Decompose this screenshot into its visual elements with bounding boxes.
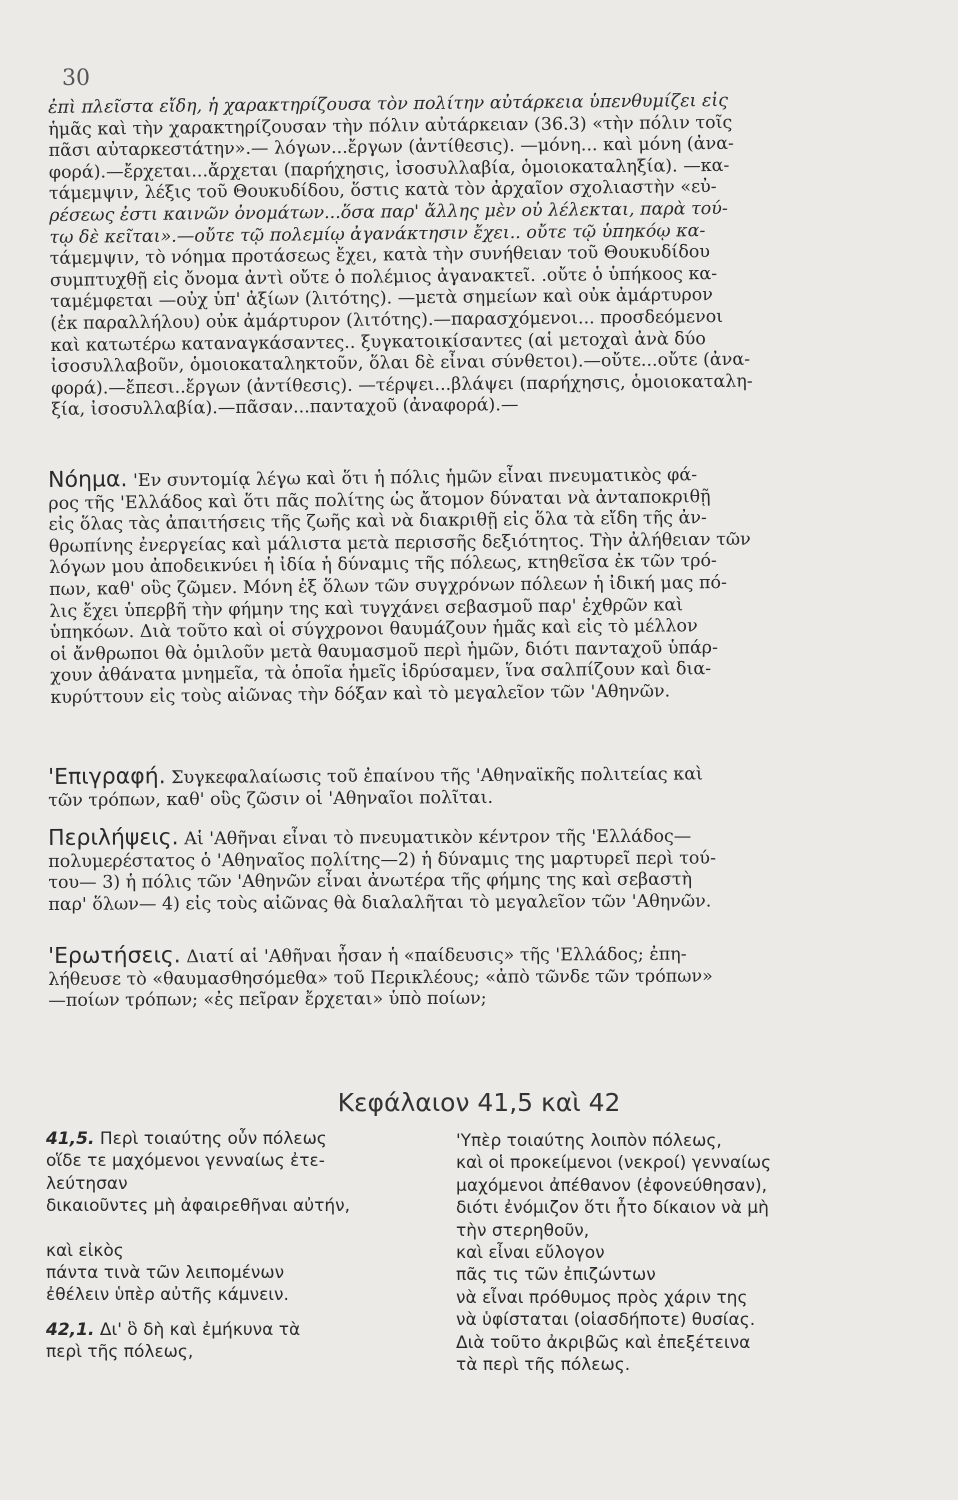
commentary-line: φορά).—ἔρχεται...ἄρχεται (παρήχησις, ἰσοσυλλαβία, ὁμοιοκαταληξία). —κα- (48, 155, 730, 183)
translation-line: τὴν στερηθοῦν, (456, 1220, 590, 1241)
commentary-line: ἰσοσυλλαβοῦν, ὁμοιοκαταληκτοῦν, ὅλαι δὲ εἶναι σύνθετοι).—οὔτε...οὔτε (ἀνα- (50, 349, 751, 378)
erotiseis-heading: 'Ερωτήσεις. (47, 943, 181, 969)
ancient-line: Περὶ τοιαύτης οὖν πόλεως (99, 1129, 327, 1149)
erotiseis-line: λήθευσε τὸ «θαυμασθησόμεθα» τοῦ Περικλέους; «ἀπὸ τῶνδε τῶν τρόπων» (48, 966, 713, 990)
section-number: 41,5. (46, 1129, 95, 1149)
erotiseis-line: —ποίων τρόπων; «ἐς πεῖραν ἔρχεται» ὑπὸ ποίων; (48, 988, 487, 1012)
translation-line: Διὰ τοῦτο ἀκριβῶς καὶ ἐπεξέτεινα (456, 1332, 751, 1353)
epigrafi-line: Συγκεφαλαίωσις τοῦ ἐπαίνου τῆς 'Αθηναϊκῆς πολιτείας καὶ (171, 764, 703, 789)
commentary-block (48, 89, 886, 422)
noima-line: πων, καθ' οὓς ζῶμεν. Μόνη ἐξ ὅλων τῶν συγχρόνων πόλεων ἡ ἰδική μας πό- (49, 572, 728, 600)
translation-line: καὶ οἱ προκείμενοι (νεκροί) γενναίως (456, 1153, 772, 1174)
page-number: 30 (62, 66, 90, 91)
ancient-line: ἐθέλειν ὑπὲρ αὐτῆς κάμνειν. (46, 1285, 289, 1306)
translation-line: πᾶς τις τῶν ἐπιζώντων (456, 1265, 656, 1286)
perilipseis-line: πολυμερέστατος ὁ 'Αθηναῖος πολίτης—2) ἡ δύναμις της μαρτυρεῖ περὶ τού- (48, 848, 717, 872)
epigrafi-section (48, 761, 883, 812)
commentary-line: ξία, ἰσοσυλλαβία).—πᾶσαν...πανταχοῦ (ἀναφορά).— (51, 395, 519, 421)
noima-line: οἱ ἄνθρωποι θὰ ὁμιλοῦν μετὰ θαυμασμοῦ περὶ ἡμῶν, διότι πανταχοῦ ὑπάρ- (49, 637, 719, 665)
chapter-title: Κεφάλαιον 41,5 καὶ 42 (337, 1088, 621, 1117)
commentary-line: καὶ κατωτέρω καταναγκάσαντες.. ξυγκατοικίσαντες (αἱ μετοχαὶ ἀνὰ δύο (50, 328, 706, 356)
ancient-line: οἵδε τε μαχόμενοι γενναίως ἐτε- (46, 1151, 325, 1172)
noima-line: λόγων μου ἀποδεικνύει ἡ ἰδία ἡ δύναμις τῆς πόλεως, κτηθεῖσα ἐκ τῶν τρό- (48, 551, 718, 579)
translation-line: τὰ περὶ τῆς πόλεως. (456, 1355, 631, 1376)
translation-column (456, 1130, 876, 1376)
perilipseis-line: Αἱ 'Αθῆναι εἶναι τὸ πνευματικὸν κέντρον τῆς 'Ελλάδος— (184, 826, 692, 850)
noima-line: εἰς ὅλας τὰς ἀπαιτήσεις τῆς ζωῆς καὶ νὰ διακριθῇ εἰς ὅλα τὰ εἴδη τῆς ἀν- (48, 508, 708, 536)
commentary-line: ἐπὶ πλεῖστα εἴδη, ἡ χαρακτηρίζουσα τὸν πολίτην αὐτάρκεια ὑπενθυμίζει εἰς (48, 90, 729, 118)
erotiseis-section (48, 942, 883, 1013)
ancient-line: καὶ εἰκὸς (46, 1240, 124, 1261)
ancient-line: λεύτησαν (46, 1173, 128, 1194)
noima-line: ρος τῆς 'Ελλάδος καὶ ὅτι πᾶς πολίτης ὡς ἄτομον δύναται νὰ ἀνταποκριθῇ (48, 486, 711, 514)
commentary-line: φορά).—ἔπεσι..ἔργων (ἀντίθεσις). —τέρψει...βλάψει (παρήχησις, ὁμοιοκαταλη- (50, 371, 753, 399)
noima-line: 'Εν συντομίᾳ λέγω καὶ ὅτι ἡ πόλις ἡμῶν εἶναι πνευματικὸς φά- (132, 465, 698, 492)
noima-heading: Νόημα. (47, 467, 128, 493)
commentary-line: ταμέμφεται —οὐχ ὑπ' ἀξίων (λιτότης). —μετὰ σημείων καὶ οὐκ ἀμάρτυρον (50, 285, 713, 313)
erotiseis-line: Διατί αἱ 'Αθῆναι ἦσαν ἡ «παίδευσις» τῆς 'Ελλάδος; ἐπη- (186, 944, 687, 968)
perilipseis-section (48, 824, 883, 917)
ancient-line: πάντα τινὰ τῶν λειπομένων (46, 1263, 285, 1284)
commentary-line: τάμεμψιν, λέξις τοῦ Θουκυδίδου, ὅστις κατὰ τὸν ἀρχαῖον σχολιαστὴν «εὐ- (48, 177, 717, 205)
noima-line: θρωπίνης ἐνεργείας καὶ μάλιστα μετὰ περισσῆς δεξιότητος. Τὴν ἀλήθειαν τῶν (48, 529, 751, 557)
perilipseis-line: παρ' ὅλων— 4) εἰς τοὺς αἰῶνας θὰ διαλαλῆται τὸ μεγαλεῖον τῶν 'Αθηνῶν. (48, 891, 712, 915)
ancient-line: δικαιοῦντες μὴ ἀφαιρεθῆναι αὐτήν, (46, 1196, 351, 1217)
ancient-line: περὶ τῆς πόλεως, (46, 1342, 194, 1363)
commentary-line: ἡμᾶς καὶ τὴν χαρακτηρίζουσαν τὴν πόλιν αὐτάρκειαν (36.3) «τὴν πόλιν τοῖς (48, 112, 733, 140)
translation-line: 'Υπὲρ τοιαύτης λοιπὸν πόλεως, (456, 1131, 722, 1151)
translation-line: διότι ἐνόμιζον ὅτι ἦτο δίκαιον νὰ μὴ (456, 1198, 769, 1219)
perilipseis-line: του— 3) ἡ πόλις τῶν 'Αθηνῶν εἶναι ἀνωτέρα τῆς φήμης της καὶ σεβαστὴ (48, 869, 693, 894)
translation-line: καὶ εἶναι εὔλογον (456, 1243, 605, 1264)
epigrafi-heading: 'Επιγραφή. (47, 764, 166, 790)
commentary-line: συμπτυχθῇ εἰς ὄνομα ἀντὶ οὔτε ὁ πολέμιος ἀγανακτεῖ. .οὔτε ὁ ὑπήκοος κα- (49, 263, 718, 291)
noima-section (48, 461, 885, 709)
commentary-line: τῳ δὲ κεῖται».—οὔτε τῷ πολεμίῳ ἀγανάκτησιν ἔχει.. οὔτε τῷ ὑπηκόῳ κα- (49, 220, 706, 248)
perilipseis-heading: Περιλήψεις. (47, 825, 179, 851)
translation-line: νὰ εἶναι πρόθυμος πρὸς χάριν της (456, 1287, 748, 1308)
noima-line: χουν ἀθάνατα μνημεῖα, τὰ ὁποῖα ἡμεῖς ἱδρύσαμεν, ἵνα σαλπίζουν καὶ δια- (50, 659, 712, 687)
commentary-line: τάμεμψιν, τὸ νόημα προτάσεως ἔχει, κατὰ τὴν συνήθειαν τοῦ Θουκυδίδου (49, 242, 711, 270)
epigrafi-line: τῶν τρόπων, καθ' οὓς ζῶσιν οἱ 'Αθηναῖοι πολῖται. (48, 787, 494, 811)
commentary-line: ρέσεως ἐστι καινῶν ὀνομάτων...ὅσα παρ' ἄλλης μὲν οὐ λέλεκται, παρὰ τού- (49, 198, 728, 226)
noima-line: λις ἔχει ὑπερβῆ τὴν φήμην της καὶ τυγχάνει σεβασμοῦ παρ' ἐχθρῶν καὶ (49, 594, 684, 622)
ancient-line: Δι' ὃ δὴ καὶ ἐμήκυνα τὰ (99, 1319, 301, 1340)
section-number: 42,1. (46, 1319, 95, 1340)
ancient-text-column (46, 1128, 464, 1364)
translation-line: μαχόμενοι ἀπέθανον (ἐφονεύθησαν), (456, 1175, 767, 1196)
commentary-line: (ἐκ παραλλήλου) οὐκ ἀμάρτυρον (λιτότης).—παρασχόμενοι... προσδεόμενοι (50, 306, 724, 334)
noima-line: ὑπηκόων. Διὰ τοῦτο καὶ οἱ σύγχρονοι θαυμάζουν ἡμᾶς καὶ εἰς τὸ μέλλον (49, 616, 698, 644)
noima-line: κυρύττουν εἰς τοὺς αἰῶνας τὴν δόξαν καὶ τὸ μεγαλεῖον τῶν 'Αθηνῶν. (50, 681, 671, 708)
translation-line: νὰ ὑφίσταται (οἱασδήποτε) θυσίας. (456, 1310, 756, 1331)
commentary-line: πᾶσι αὐταρκεστάτην».— λόγων...ἔργων (ἀντίθεσις). —μόνη... καὶ μόνη (ἀνα- (48, 134, 734, 162)
